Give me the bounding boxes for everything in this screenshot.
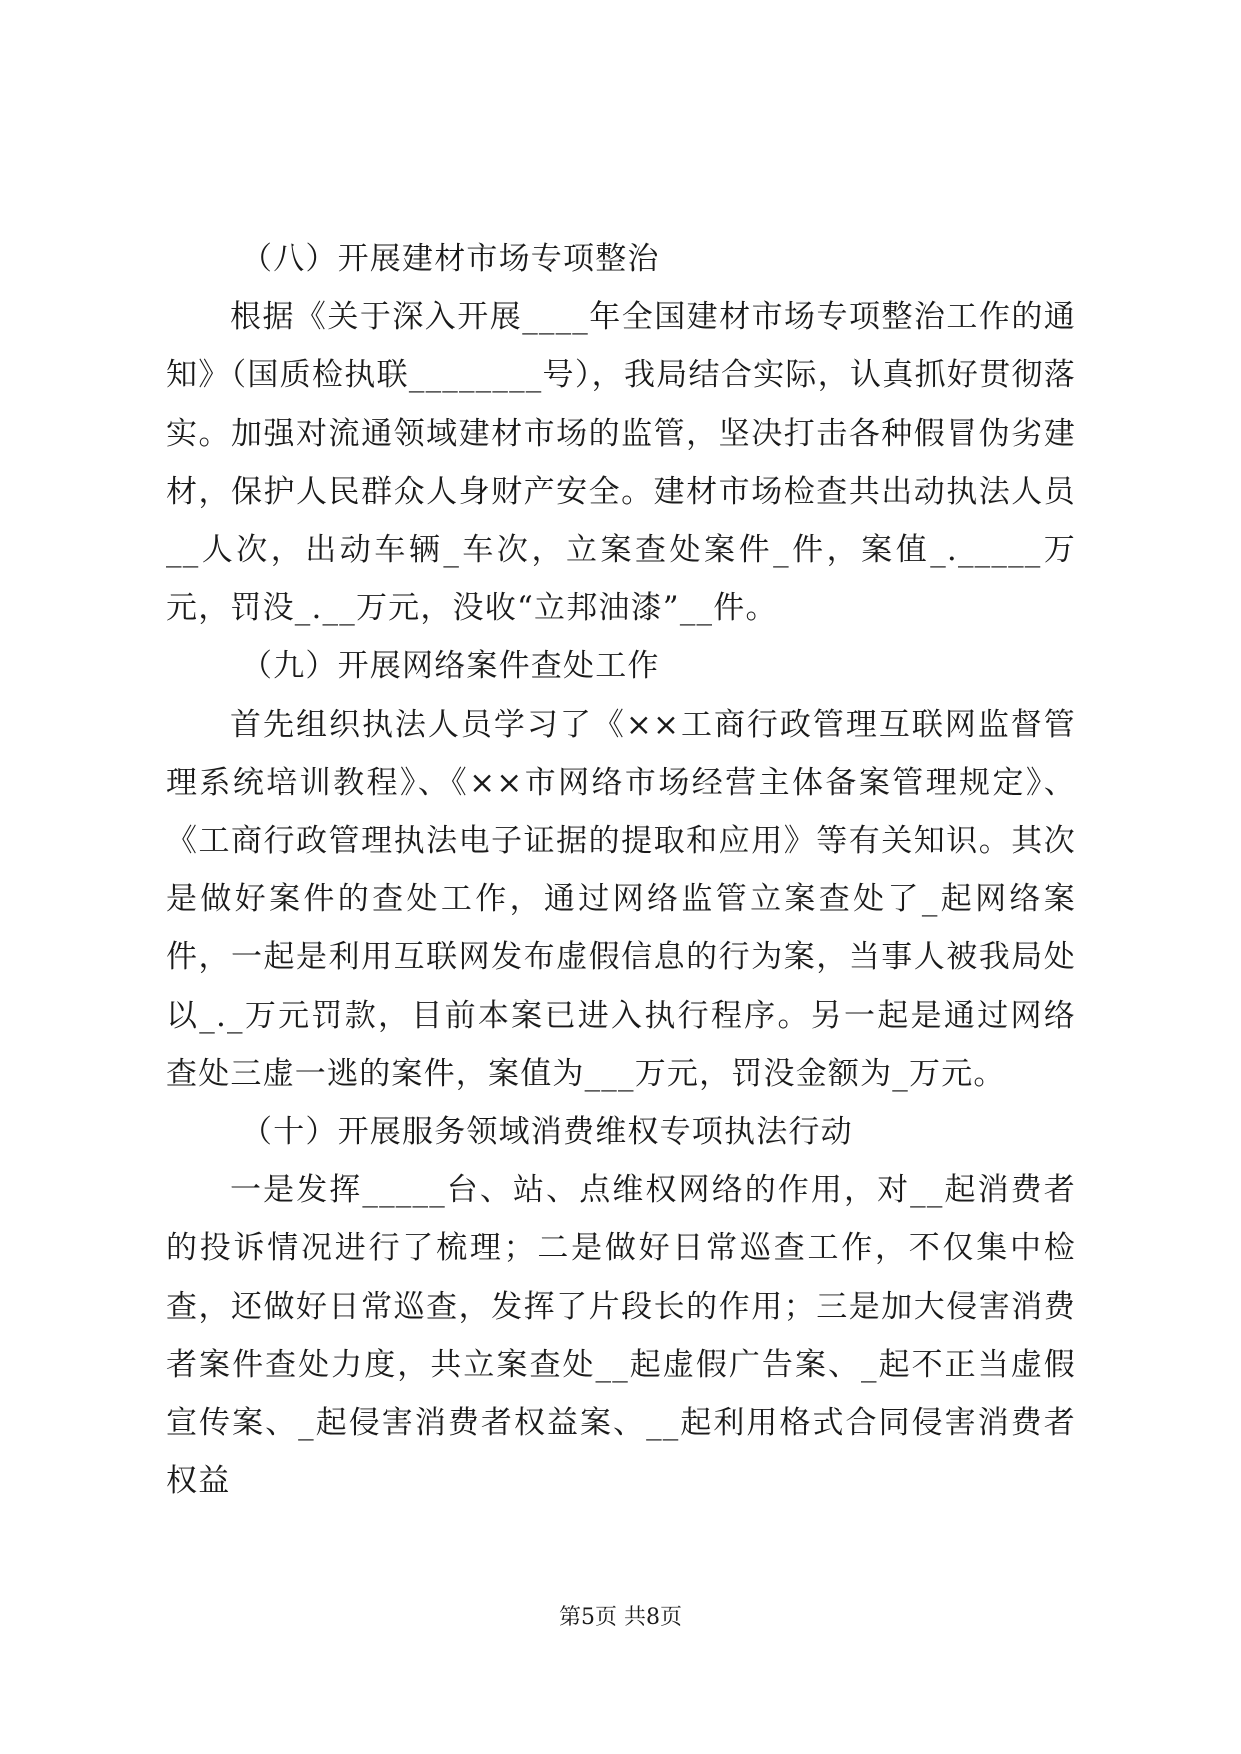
page-footer: 第5页 共8页 [559,1605,682,1630]
section-heading-9: （九）开展网络案件查处工作 [241,648,660,685]
section-body-8: 根据《关于深入开展____年全国建材市场专项整治工作的通知》（国质检执联________号），我局结合实际，认真抓好贯彻落实。加强对流通领域建材市场的监管，坚决打击各种假冒伪劣建材，保护人民群众人身财产安全。建材市场检查共出动执法人员__人次，出动车辆_车次，立案查处案件_件，案值_._____万元，罚没_.__万元，没收“立邦油漆”__件。 [166,299,1076,627]
section-body-9: 首先组织执法人员学习了《××工商行政管理互联网监督管理系统培训教程》、《××市网络市场经营主体备案管理规定》、《工商行政管理执法电子证据的提取和应用》等有关知识。其次是做好案件的查处工作，通过网络监管立案查处了_起网络案件，一起是利用互联网发布虚假信息的行为案，当事人被我局处以_._万元罚款，目前本案已进入执行程序。另一起是通过网络查处三虚一逃的案件，案值为___万元，罚没金额为_万元。 [166,706,1076,1092]
section-heading-10: （十）开展服务领域消费维权专项执法行动 [241,1114,853,1151]
section-body-10: 一是发挥_____台、站、点维权网络的作用，对__起消费者的投诉情况进行了梳理；二是做好日常巡查工作，不仅集中检查，还做好日常巡查，发挥了片段长的作用；三是加大侵害消费者案件查处力度，共立案查处__起虚假广告案、_起不正当虚假宣传案、_起侵害消费者权益案、__起利用格式合同侵害消费者权益 [166,1172,1076,1500]
section-heading-8: （八）开展建材市场专项整治 [241,241,660,277]
document-body [166,230,1076,1510]
